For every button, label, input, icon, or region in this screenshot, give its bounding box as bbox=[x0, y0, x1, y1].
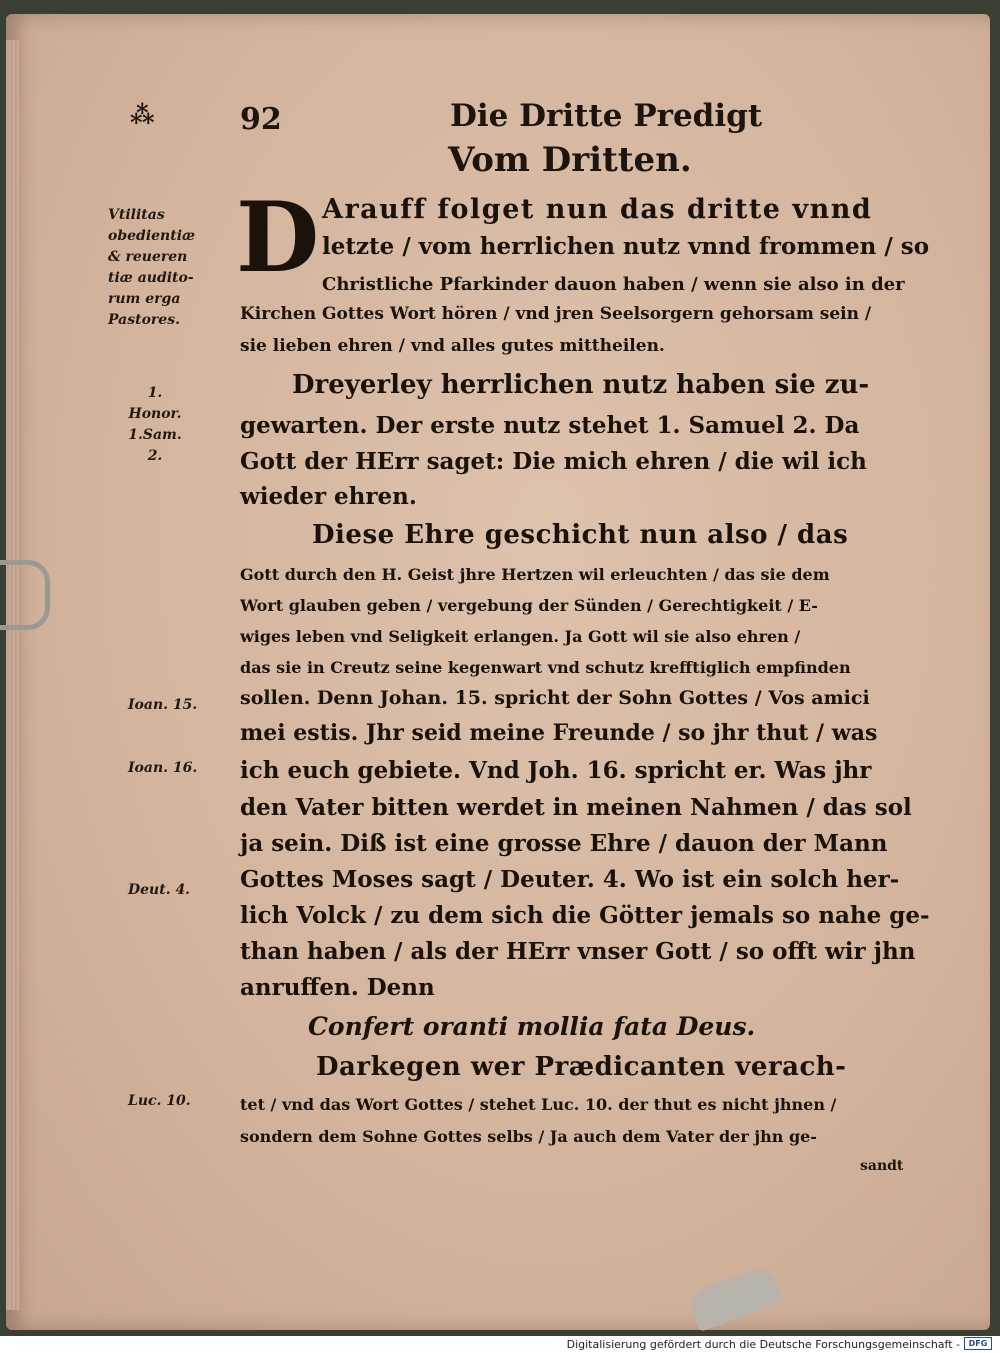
text-line: Darkegen wer Prædicanten verach- bbox=[316, 1052, 847, 1082]
text-line: Dreyerley herrlichen nutz haben sie zu- bbox=[292, 370, 870, 400]
text-line: ja sein. Diß ist eine grosse Ehre / dauon der Mann bbox=[240, 830, 888, 857]
text-line: gewarten. Der erste nutz stehet 1. Samuel 2. Da bbox=[240, 412, 860, 439]
text-line: Wort glauben geben / vergebung der Sünden / Gerechtigkeit / E- bbox=[240, 596, 818, 615]
text-line: Christliche Pfarkinder dauon haben / wenn sie also in der bbox=[322, 274, 905, 295]
text-line: Gott durch den H. Geist jhre Hertzen wil erleuchten / das sie dem bbox=[240, 565, 830, 584]
running-title: Die Dritte Predigt bbox=[450, 98, 763, 134]
latin-verse: Confert oranti mollia fata Deus. bbox=[308, 1012, 756, 1041]
text-line: sondern dem Sohne Gottes selbs / Ja auch dem Vater der jhn ge- bbox=[240, 1127, 817, 1146]
margin-note-utilitas: Vtilitas obedientiæ & reueren tiæ audito- rum erga Pastores. bbox=[108, 207, 196, 328]
page-edge bbox=[6, 40, 20, 1310]
text-line: sollen. Denn Johan. 15. spricht der Sohn Gottes / Vos amici bbox=[240, 687, 870, 709]
footer-credit: Digitalisierung gefördert durch die Deutsche Forschungsgemeinschaft - bbox=[566, 1338, 960, 1351]
margin-note-ioan16: Ioan. 16. bbox=[128, 760, 198, 776]
margin-note-honor: 1. Honor. 1.Sam. 2. bbox=[128, 385, 182, 464]
text-line: lich Volck / zu dem sich die Götter jemals so nahe ge- bbox=[240, 902, 930, 929]
text-line: sie lieben ehren / vnd alles gutes mittheilen. bbox=[240, 336, 665, 356]
text-line: Gott der HErr saget: Die mich ehren / die wil ich bbox=[240, 448, 867, 475]
text-line: das sie in Creutz seine kegenwart vnd schutz krefftiglich empfinden bbox=[240, 658, 851, 677]
text-line: letzte / vom herrlichen nutz vnnd frommen / so bbox=[322, 233, 930, 260]
page-clip bbox=[0, 560, 50, 630]
text-line: Arauff folget nun das dritte vnnd bbox=[322, 194, 873, 225]
text-line: than haben / als der HErr vnser Gott / so offt wir jhn bbox=[240, 938, 916, 965]
section-title: Vom Dritten. bbox=[448, 140, 692, 180]
page-header bbox=[120, 98, 920, 138]
catchword: sandt bbox=[860, 1158, 904, 1174]
text-line: anruffen. Denn bbox=[240, 974, 435, 1001]
text-line: mei estis. Jhr seid meine Freunde / so jhr thut / was bbox=[240, 720, 878, 746]
drop-cap: D bbox=[236, 181, 320, 294]
text-line: ich euch gebiete. Vnd Joh. 16. spricht er. Was jhr bbox=[240, 757, 872, 784]
text-line: Kirchen Gottes Wort hören / vnd jren Seelsorgern gehorsam sein / bbox=[240, 304, 872, 324]
text-line: wiges leben vnd Seligkeit erlangen. Ja Gott wil sie also ehren / bbox=[240, 627, 801, 646]
header-mark: ⁂ bbox=[130, 100, 155, 129]
text-line: tet / vnd das Wort Gottes / stehet Luc. 10. der thut es nicht jhnen / bbox=[240, 1095, 837, 1114]
text-line: den Vater bitten werdet in meinen Nahmen / das sol bbox=[240, 794, 912, 821]
text-line: wieder ehren. bbox=[240, 483, 417, 510]
text-line: Gottes Moses sagt / Deuter. 4. Wo ist ein solch her- bbox=[240, 866, 900, 893]
margin-note-deut4: Deut. 4. bbox=[128, 882, 191, 898]
margin-note-luc10: Luc. 10. bbox=[128, 1093, 191, 1109]
margin-note-ioan15: Ioan. 15. bbox=[128, 697, 198, 713]
text-line: Diese Ehre geschicht nun also / das bbox=[312, 520, 849, 550]
page-number: 92 bbox=[240, 102, 282, 137]
dfg-logo-icon: DFG bbox=[964, 1337, 992, 1350]
